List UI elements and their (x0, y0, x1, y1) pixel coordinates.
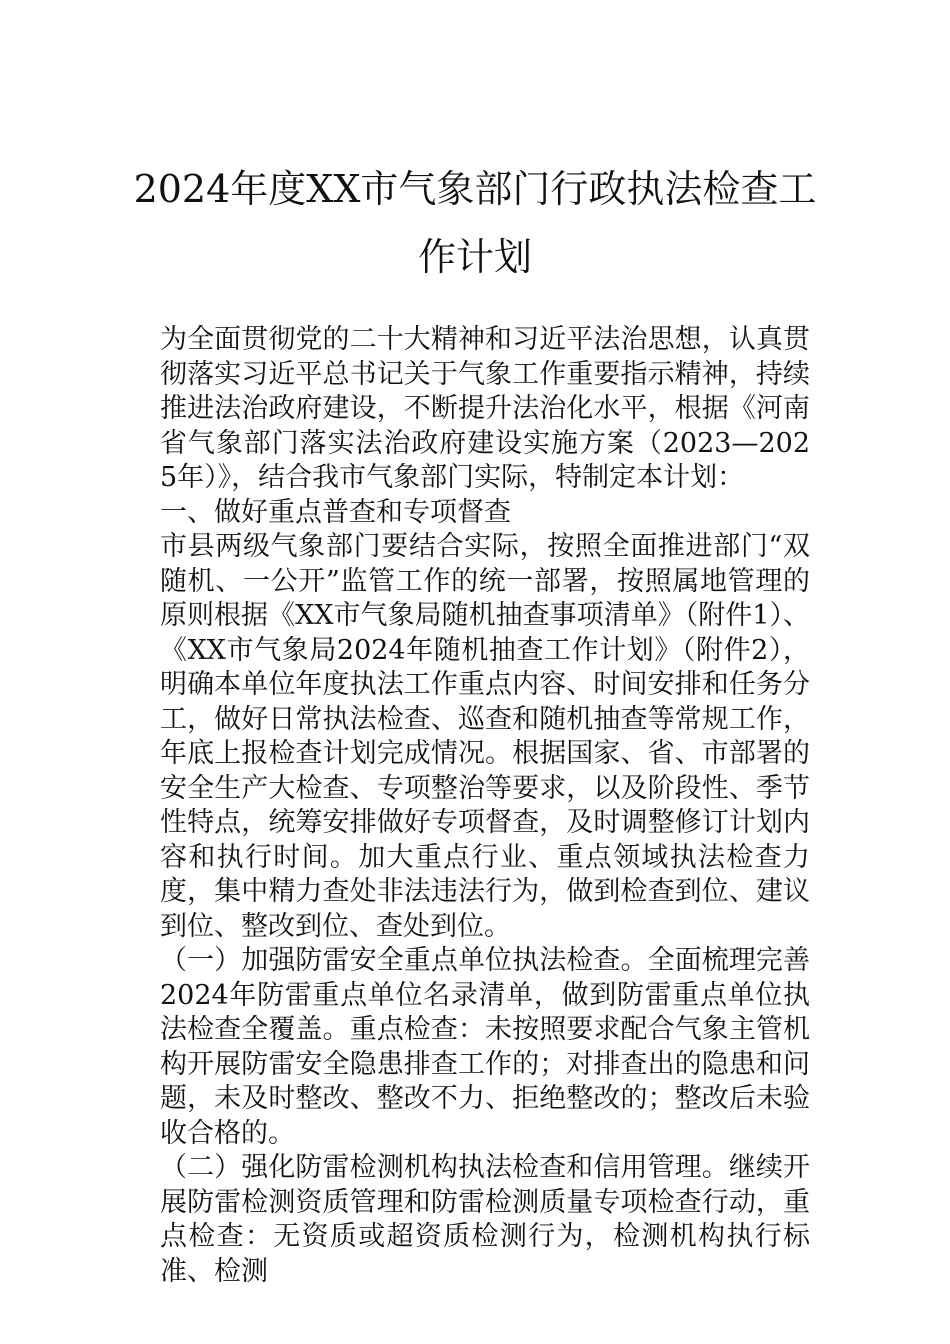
subsection-2-paragraph: （二）强化防雷检测机构执法检查和信用管理。继续开展防雷检测资质管理和防雷检测质量专项检查行动，重点检查：无资质或超资质检测行为，检测机构执行标准、检测 (160, 1152, 810, 1287)
document-title-line-1: 2024年度XX市气象部门行政执法检查工 (133, 167, 817, 211)
section-1-paragraph: 市县两级气象部门要结合实际，按照全面推进部门“双随机、一公开”监管工作的统一部署，按照属地管理的原则根据《XX市气象局随机抽查事项清单》（附件1）、《XX市气象局2024年随机抽查工作计划》（附件2），明确本单位年度执法工作重点内容、时间安排和任务分工，做好日常执法检查、巡查和随机抽查等常规工作，年底上报检查计划完成情况。根据国家、省、市部署的安全生产大检查、专项整治等要求，以及阶段性、季节性特点，统筹安排做好专项督查，及时调整修订计划内容和执行时间。加大重点行业、重点领域执法检查力度，集中精力查处非法违法行为，做到检查到位、建议到位、整改到位、查处到位。 (160, 531, 810, 942)
subsection-1-paragraph: （一）加强防雷安全重点单位执法检查。全面梳理完善2024年防雷重点单位名录清单，做到防雷重点单位执法检查全覆盖。重点检查：未按照要求配合气象主管机构开展防雷安全隐患排查工作的；对排查出的隐患和问题，未及时整改、整改不力、拒绝整改的；整改后未验收合格的。 (160, 945, 810, 1149)
document-body (145, 323, 810, 1289)
section-heading-1: 一、做好重点普查和专项督查 (160, 496, 511, 528)
intro-paragraph: 为全面贯彻党的二十大精神和习近平法治思想，认真贯彻落实习近平总书记关于气象工作重要指示精神，持续推进法治政府建设，不断提升法治化水平，根据《河南省气象部门落实法治政府建设实施方案（2023—2025年）》，结合我市气象部门实际，特制定本计划： (160, 324, 810, 493)
document-title-line-2: 作计划 (417, 235, 532, 279)
